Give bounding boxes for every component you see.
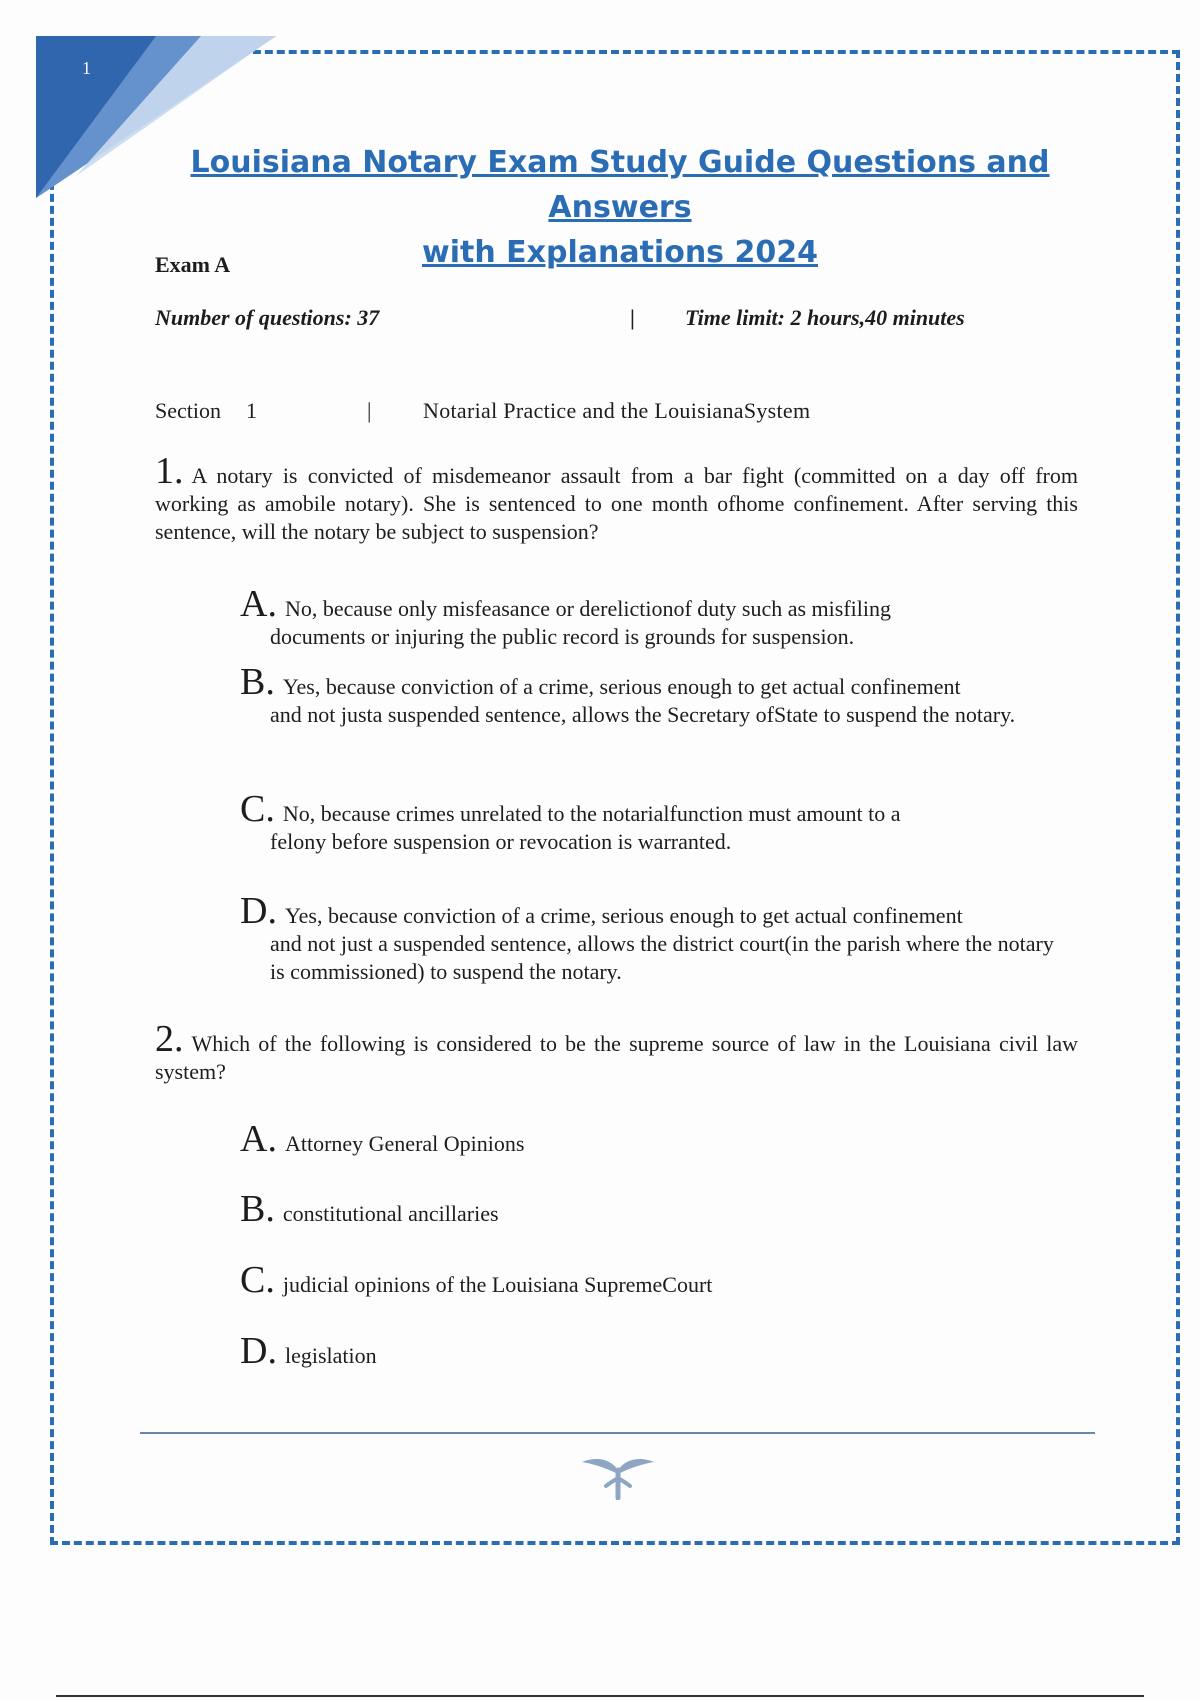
option-letter: D. bbox=[240, 890, 277, 932]
option-text: No, because only misfeasance or derelictionof duty such as misfiling bbox=[284, 596, 892, 621]
option-text: Yes, because conviction of a crime, serious enough to get actual confinement bbox=[282, 674, 961, 699]
question-number: 2. bbox=[155, 1018, 184, 1060]
section-label: Section bbox=[155, 398, 221, 423]
question-text: Which of the following is considered to be the supreme source of law in the Louisiana civil law system? bbox=[155, 1031, 1078, 1084]
time-limit: Time limit: 2 hours,40 minutes bbox=[685, 305, 965, 330]
option-letter: B. bbox=[240, 661, 275, 703]
option-text-continued: documents or injuring the public record is grounds for suspension. bbox=[270, 624, 855, 649]
option-letter: A. bbox=[240, 1118, 277, 1160]
option-text: No, because crimes unrelated to the notarialfunction must amount to a bbox=[282, 801, 901, 826]
meta-separator: | bbox=[630, 305, 635, 330]
question-1-option-d bbox=[240, 890, 1060, 986]
option-text: judicial opinions of the Louisiana SupremeCourt bbox=[282, 1272, 713, 1297]
question-number: 1. bbox=[155, 450, 184, 492]
question-1 bbox=[155, 450, 1078, 546]
page-bottom-line bbox=[56, 1695, 1144, 1697]
question-2-option-a bbox=[240, 1118, 1060, 1160]
exam-label: Exam A bbox=[155, 252, 231, 277]
option-letter: D. bbox=[240, 1330, 277, 1372]
footer-rule bbox=[140, 1432, 1095, 1434]
section-number: 1 bbox=[246, 398, 257, 423]
number-of-questions: Number of questions: 37 bbox=[155, 305, 380, 330]
fleuron-ornament-icon bbox=[578, 1448, 658, 1500]
option-text-continued: and not justa suspended sentence, allows the Secretary ofState to suspend the notary. bbox=[270, 702, 1016, 727]
option-text-continued: felony before suspension or revocation is warranted. bbox=[270, 829, 732, 854]
question-1-option-a bbox=[240, 583, 1060, 651]
question-1-option-c bbox=[240, 788, 1060, 856]
option-text: Attorney General Opinions bbox=[284, 1131, 525, 1156]
option-text-continued: and not just a suspended sentence, allows the district court(in the parish where the notary is commissioned) to suspend the notary. bbox=[270, 931, 1054, 984]
section-separator: | bbox=[367, 398, 372, 423]
question-2-option-c bbox=[240, 1259, 1060, 1301]
question-2-option-d bbox=[240, 1330, 1060, 1372]
section-title: Notarial Practice and the LouisianaSystem bbox=[423, 398, 811, 423]
option-letter: C. bbox=[240, 1259, 275, 1301]
question-2-option-b bbox=[240, 1188, 1060, 1230]
question-text: A notary is convicted of misdemeanor assault from a bar fight (committed on a day off from working as amobile notary). She is sentenced to one month ofhome confinement. After serving this sentence, will the notary be subject to suspension? bbox=[155, 463, 1078, 544]
title-line-2: with Explanations 2024 bbox=[422, 235, 818, 270]
question-2 bbox=[155, 1018, 1078, 1086]
page-title bbox=[140, 140, 1100, 275]
question-1-option-b bbox=[240, 661, 1060, 729]
option-letter: A. bbox=[240, 583, 277, 625]
page-number: 1 bbox=[82, 58, 91, 78]
option-text: Yes, because conviction of a crime, serious enough to get actual confinement bbox=[284, 903, 963, 928]
option-text: legislation bbox=[284, 1343, 377, 1368]
option-letter: C. bbox=[240, 788, 275, 830]
option-text: constitutional ancillaries bbox=[282, 1201, 499, 1226]
option-letter: B. bbox=[240, 1188, 275, 1230]
title-line-1: Louisiana Notary Exam Study Guide Questions and Answers bbox=[190, 145, 1050, 225]
